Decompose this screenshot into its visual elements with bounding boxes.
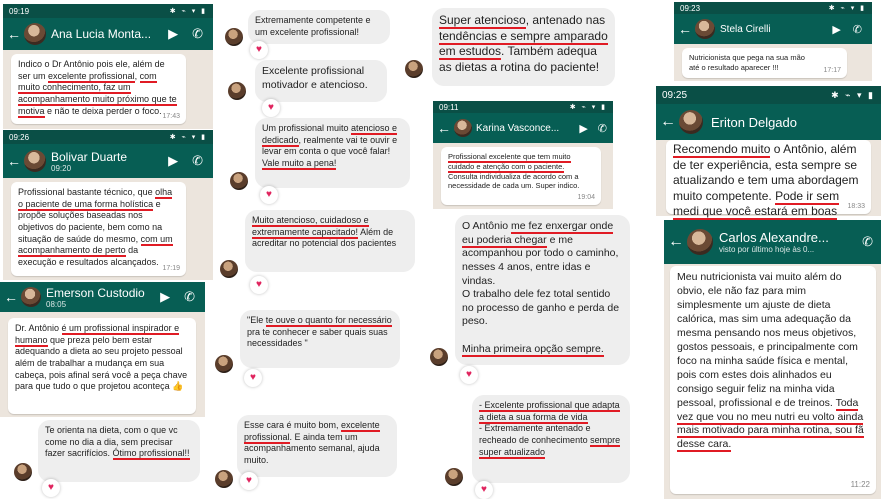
phone-icon[interactable]: ✆ — [862, 234, 873, 249]
chat-header — [3, 144, 213, 178]
avatar — [405, 60, 423, 78]
last-seen: 09:20 — [51, 163, 72, 173]
chat-emerson — [0, 282, 205, 417]
heart-icon[interactable]: ♥ — [244, 369, 262, 387]
status-icons: ✱ ⌁ ▾ ▮ — [831, 89, 875, 100]
chat-header — [3, 18, 213, 50]
video-call-icon[interactable]: ▶ — [832, 23, 841, 36]
chat-header — [0, 282, 205, 312]
contact-name[interactable]: Emerson Custodio — [46, 285, 145, 300]
avatar[interactable] — [454, 119, 472, 137]
chat-bolivar — [3, 130, 213, 280]
back-arrow-icon[interactable]: ← — [660, 113, 676, 130]
avatar — [230, 172, 248, 190]
message-bubble: Dr. Antônio é um profissional inspirador e humano que preza pelo bem estar adequando a dieta ao seu projeto pessoal além de trabalhar a mudança em sua cabeça, pois afinal será você a peça chave para que tudo o que projetou aconteça 👍 — [8, 318, 196, 414]
message-bubble: Indico o Dr Antônio pois ele, além de ser um excelente profissional, com muito conhecimento, faz um acompanhamento muito próximo que te motiva e não te deixa perder o foco. 17:43 — [11, 54, 186, 124]
chat-header — [433, 113, 613, 143]
phone-icon[interactable]: ✆ — [597, 122, 607, 135]
status-time: 09:23 — [680, 3, 701, 13]
avatar[interactable] — [687, 229, 713, 255]
last-seen: 08:05 — [46, 299, 67, 309]
message-time: 19:04 — [577, 193, 595, 201]
message-bubble: Meu nutricionista vai muito além do obvio, ele não faz para mim simplesmente um ajuste de dieta calórica, mas sim uma adequação da mesma pensando nos meus objetivos, gostos pessoais, e principalmente com foco na minha saúde física e mental, pois com estes dois alinhados eu consigo seguir feliz na minha vida pessoal, profissional e de treinos. Toda vez que vou no meu nutri eu volto ainda mais motivado para minha rotina, sou fã desse cara. 11:22 — [670, 266, 876, 494]
video-call-icon[interactable]: ▶ — [579, 122, 588, 135]
heart-icon[interactable]: ♥ — [42, 479, 60, 497]
heart-icon[interactable]: ♥ — [262, 99, 280, 117]
chat-ana — [3, 4, 213, 129]
video-call-icon[interactable]: ▶ — [160, 289, 171, 304]
avatar — [225, 28, 243, 46]
status-time: 09:26 — [9, 132, 30, 142]
contact-name[interactable]: Stela Cirelli — [720, 23, 771, 35]
heart-icon[interactable]: ♥ — [250, 276, 268, 294]
contact-name[interactable]: Eriton Delgado — [711, 114, 797, 130]
status-time: 09:11 — [439, 102, 459, 112]
status-bar — [3, 4, 213, 18]
avatar — [215, 470, 233, 488]
back-arrow-icon[interactable]: ← — [668, 233, 684, 250]
avatar — [220, 260, 238, 278]
status-bar — [674, 2, 872, 14]
message-bubble: Super atencioso, antenado nas tendências e sempre amparado em estudos. Também adequa as dietas a rotina do paciente! — [432, 8, 615, 86]
avatar — [14, 463, 32, 481]
phone-icon[interactable]: ✆ — [184, 289, 195, 304]
video-call-icon[interactable]: ▶ — [168, 26, 179, 41]
back-arrow-icon[interactable]: ← — [678, 21, 692, 37]
avatar[interactable] — [21, 287, 41, 307]
message-bubble: Profissional excelente que tem muito cuidado e atenção com o paciente. Consulta individualiza de acordo com a necessidade de cada um. Super indico. 19:04 — [441, 147, 601, 205]
back-arrow-icon[interactable]: ← — [4, 289, 18, 305]
avatar — [430, 348, 448, 366]
heart-icon[interactable]: ♥ — [260, 186, 278, 204]
status-time: 09:19 — [9, 6, 30, 16]
message-time: 17:17 — [823, 66, 841, 74]
message-bubble: Nutricionista que pega na sua mão até o resultado aparecer !!! 17:17 — [682, 48, 847, 78]
message-bubble: Muito atencioso, cuidadoso e extremamente capacitado! Além de acreditar no potencial dos pacientes — [245, 210, 415, 272]
last-seen: visto por último hoje às 0... — [719, 245, 815, 254]
heart-icon[interactable]: ♥ — [250, 41, 268, 59]
message-bubble: Excelente profissional motivador e atencioso. — [255, 60, 387, 102]
contact-name[interactable]: Bolivar Duarte — [51, 149, 128, 164]
message-bubble: Extremamente competente e um excelente profissional! — [248, 10, 390, 44]
phone-icon[interactable]: ✆ — [192, 26, 203, 41]
avatar — [445, 468, 463, 486]
avatar[interactable] — [24, 150, 46, 172]
status-bar — [656, 86, 881, 104]
avatar[interactable] — [24, 23, 46, 45]
heart-icon[interactable]: ♥ — [460, 366, 478, 384]
chat-karina — [433, 101, 613, 209]
chat-header — [664, 220, 881, 264]
back-arrow-icon[interactable]: ← — [7, 26, 21, 42]
phone-icon[interactable]: ✆ — [192, 153, 203, 168]
status-bar — [433, 101, 613, 113]
chat-stela — [674, 2, 872, 81]
back-arrow-icon[interactable]: ← — [7, 153, 21, 169]
message-bubble: O Antônio me fez enxergar onde eu poderia chegar e me acompanhou por todo o caminho, nesses 4 anos, entre idas e vindas. O trabalho dele fez total sentido no processo de ganho e perda de peso. Minha primeira opção sempre. — [455, 215, 630, 365]
chat-carlos — [664, 220, 881, 499]
video-call-icon[interactable]: ▶ — [168, 153, 179, 168]
contact-name[interactable]: Carlos Alexandre... — [719, 230, 829, 245]
avatar — [215, 355, 233, 373]
avatar — [228, 82, 246, 100]
heart-icon[interactable]: ♥ — [475, 481, 493, 499]
message-bubble: Profissional bastante técnico, que olha o paciente de uma forma holística e propõe soluções baseadas nos objetivos do paciente, bem como na situação de saúde do mesmo, com um acompanhamento de perto da execução e resultados alcançados. 17:19 — [11, 182, 186, 276]
avatar[interactable] — [679, 110, 703, 134]
status-icons: ✱ ⌁ ▾ ▮ — [569, 104, 607, 111]
message-time: 17:19 — [162, 264, 180, 272]
status-icons: ✱ ⌁ ▾ ▮ — [169, 134, 207, 141]
message-bubble: Um profissional muito atencioso e dedicado, realmente vai te ouvir e levar em conta o que você falar! Vale muito a pena! — [255, 118, 410, 188]
phone-icon[interactable]: ✆ — [852, 23, 862, 36]
status-bar — [3, 130, 213, 144]
message-bubble: "Ele te ouve o quanto for necessário pra te conhecer e saber quais suas necessidades " — [240, 310, 400, 368]
chat-eriton — [656, 86, 881, 219]
status-icons: ✱ ⌁ ▾ ▮ — [828, 5, 866, 12]
message-bubble: Recomendo muito o Antônio, além de ter experiência, esta sempre se atualizando e tem uma abordagem muito competente. Pode ir sem medi que você estará em boas 18:33 — [666, 140, 871, 214]
contact-name[interactable]: Ana Lucia Monta... — [51, 27, 152, 41]
message-time: 11:22 — [850, 480, 870, 490]
chat-header — [656, 104, 881, 140]
chat-header — [674, 14, 872, 44]
status-time: 09:25 — [662, 89, 688, 101]
back-arrow-icon[interactable]: ← — [437, 120, 451, 136]
contact-name[interactable]: Karina Vasconce... — [476, 122, 560, 134]
message-time: 17:43 — [162, 112, 180, 120]
message-bubble: Esse cara é muito bom, excelente profissional. E ainda tem um acompanhamento semanal, ajuda muito. — [237, 415, 397, 477]
status-icons: ✱ ⌁ ▾ ▮ — [169, 8, 207, 15]
message-bubble: - Excelente profissional que adapta a dieta a sua forma de vida - Extremamente antenado e recheado de conhecimento sempre super atualizado — [472, 395, 630, 483]
message-bubble: Te orienta na dieta, com o que vc come no dia a dia, sem precisar fazer sacrifícios. Ótimo profissional!! — [38, 420, 200, 482]
message-time: 18:33 — [847, 202, 865, 210]
heart-icon[interactable]: ♥ — [240, 472, 258, 490]
avatar[interactable] — [695, 19, 715, 39]
